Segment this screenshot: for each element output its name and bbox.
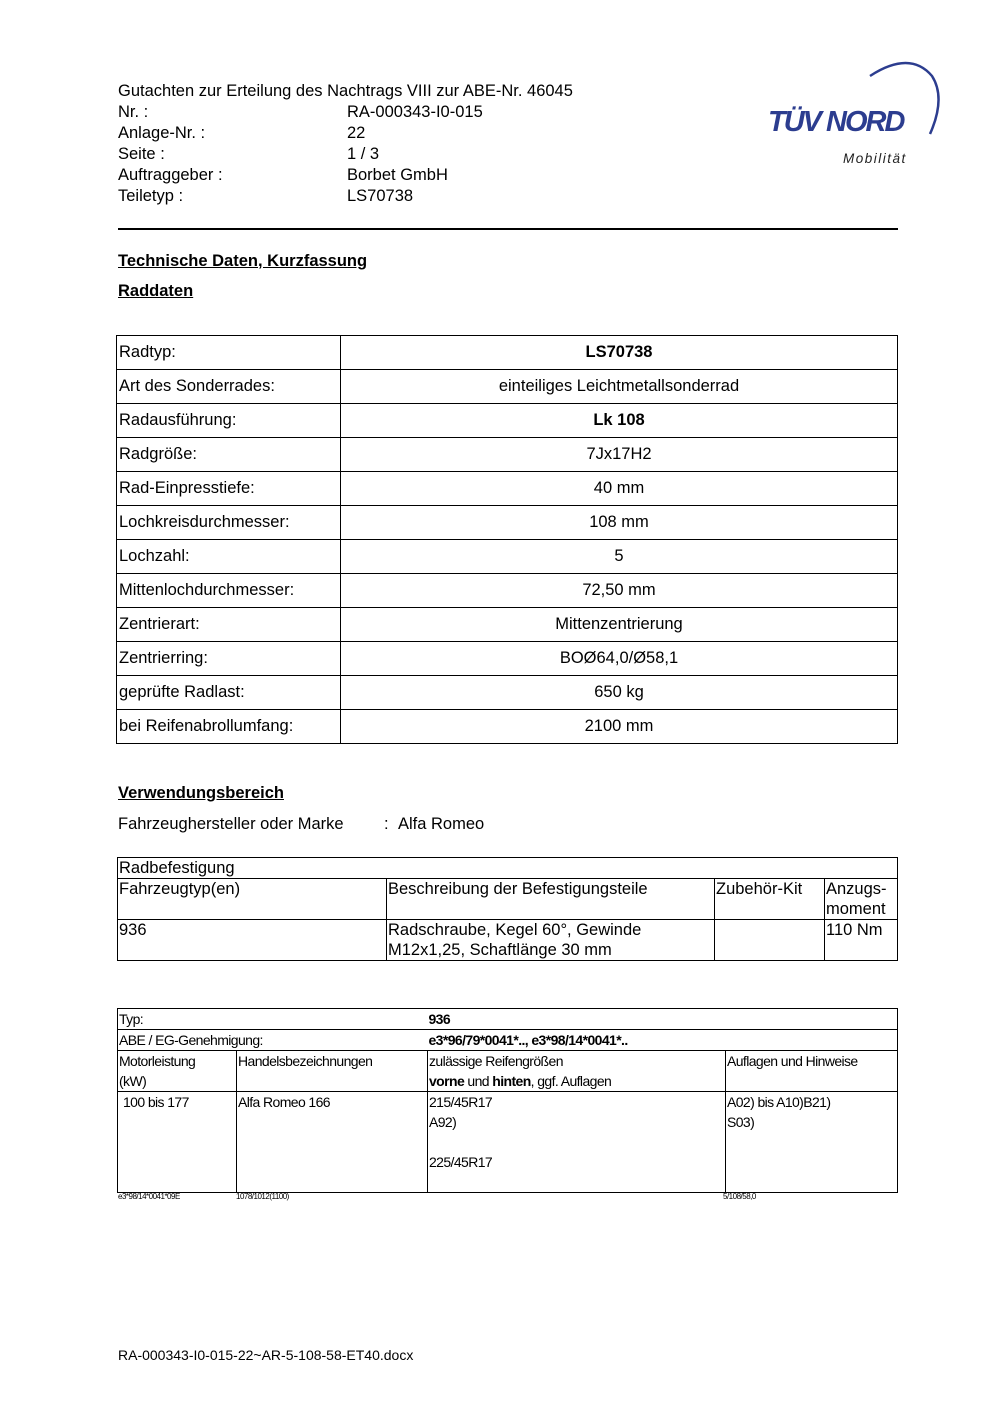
column-header [118,1051,237,1092]
radbefestigung-table [117,857,898,961]
header-label: Seite : [118,145,165,163]
logo-wordmark: TÜV NORD [768,106,904,138]
cell-line: 215/45R17 [429,1094,493,1110]
table-row [117,574,898,608]
column-header-line: (kW) [119,1073,147,1089]
table-row [117,404,898,438]
auflagen-suffix: , ggf. Auflagen [530,1073,612,1089]
column-header: Fahrzeugtyp(en) [118,879,387,920]
header-value: Borbet GmbH [347,166,448,184]
cell-line: Radschraube, Kegel 60°, Gewinde [388,921,642,939]
document-footer: RA-000343-I0-015-22~AR-5-108-58-ET40.docx [118,1347,414,1363]
table-title: Radbefestigung [118,858,898,879]
row-value: 7Jx17H2 [341,438,898,472]
column-header [825,879,898,920]
header-label: Nr. : [118,103,149,121]
row-value: 40 mm [341,472,898,506]
header-label: Teiletyp : [118,187,184,205]
header-row-teiletyp [118,186,573,207]
header-value: 22 [347,124,366,142]
hersteller-separator: : [384,815,389,833]
table-row [117,608,898,642]
table-header-row [118,1051,898,1092]
row-value: Lk 108 [341,404,898,438]
header-row-anlage [118,123,573,144]
row-label: geprüfte Radlast: [117,676,341,710]
raddaten-table [116,335,898,744]
cell-beschreibung [387,920,715,961]
logo-subtitle: Mobilität [843,151,907,166]
header-row-auftraggeber [118,165,573,186]
cell-line: A92) [429,1114,457,1130]
column-header: Beschreibung der Befestigungsteile [387,879,715,920]
column-header-line [429,1071,724,1091]
hersteller-value: Alfa Romeo [398,815,485,833]
vorne-label: vorne [429,1073,465,1089]
table-row [117,506,898,540]
header-label: Anlage-Nr. : [118,124,206,142]
table-header-row [118,879,898,920]
cell-auflagen [726,1092,898,1193]
tuv-nord-logo [760,56,945,171]
row-value: 108 mm [341,506,898,540]
table-row [117,540,898,574]
und-label: und [464,1073,493,1089]
column-header: Auflagen und Hinweise [726,1051,898,1092]
row-label: Mittenlochdurchmesser: [117,574,341,608]
typ-value: 936 [428,1009,898,1030]
cell-reifen [428,1092,726,1193]
header-value: LS70738 [347,187,414,205]
row-value: BOØ64,0/Ø58,1 [341,642,898,676]
table-row [118,1092,898,1193]
column-header: Zubehör-Kit [715,879,825,920]
row-value: LS70738 [341,336,898,370]
column-header [428,1051,726,1092]
header-row-nr [118,102,573,123]
table-row [118,920,898,961]
verwendung-title: Verwendungsbereich [118,784,284,802]
hersteller-label: Fahrzeughersteller oder Marke [118,815,344,833]
header-row-seite [118,144,573,165]
abe-label: ABE / EG-Genehmigung: [118,1030,428,1051]
row-value: 5 [341,540,898,574]
section-title: Technische Daten, Kurzfassung [118,252,368,270]
cell-handelsbezeichnung: Alfa Romeo 166 [237,1092,428,1193]
cell-moment: 110 Nm [825,920,898,961]
cell-typ: 936 [118,920,387,961]
table-row [117,472,898,506]
table-row [118,1030,898,1051]
row-value: Mittenzentrierung [341,608,898,642]
row-value: 72,50 mm [341,574,898,608]
hinten-label: hinten [492,1073,531,1089]
document-header [118,81,573,207]
table-row [117,370,898,404]
header-value: 1 / 3 [347,145,380,163]
header-label: Auftraggeber : [118,166,223,184]
row-label: Radausführung: [117,404,341,438]
small-note: 1078/1012(1100) [236,1192,289,1201]
header-value: RA-000343-I0-015 [347,103,483,121]
table-row [118,858,898,879]
table-row [117,710,898,744]
cell-line: 225/45R17 [429,1154,493,1170]
row-label: Radgröße: [117,438,341,472]
column-header-line: moment [826,900,886,918]
cell-line: A02) bis A10)B21) [727,1094,831,1110]
cell-line [429,1132,724,1152]
column-header-line: zulässige Reifengrößen [429,1053,563,1069]
typ-label: Typ: [118,1009,428,1030]
column-header-line: Motorleistung [119,1053,196,1069]
table-row [117,676,898,710]
table-row [117,336,898,370]
cell-line: M12x1,25, Schaftlänge 30 mm [388,941,612,959]
row-label: Zentrierring: [117,642,341,676]
cell-line: S03) [727,1114,755,1130]
row-label: Rad-Einpresstiefe: [117,472,341,506]
row-label: Art des Sonderrades: [117,370,341,404]
column-header: Handelsbezeichnungen [237,1051,428,1092]
table-row [117,438,898,472]
row-label: Zentrierart: [117,608,341,642]
cell-motorleistung: 100 bis 177 [118,1092,237,1193]
table-row [118,1009,898,1030]
row-label: bei Reifenabrollumfang: [117,710,341,744]
header-divider [118,228,898,230]
row-value: 2100 mm [341,710,898,744]
row-label: Radtyp: [117,336,341,370]
cell-kit [715,920,825,961]
abe-value: e3*96/79*0041*.., e3*98/14*0041*.. [428,1030,898,1051]
document-title: Gutachten zur Erteilung des Nachtrags VIII zur ABE-Nr. 46045 [118,82,573,100]
row-value: einteiliges Leichtmetallsonderrad [341,370,898,404]
small-note: e3*98/14*0041*09E [118,1192,180,1201]
row-value: 650 kg [341,676,898,710]
row-label: Lochkreisdurchmesser: [117,506,341,540]
typ-table [117,1008,898,1193]
row-label: Lochzahl: [117,540,341,574]
small-note: 5/108/58,0 [723,1192,756,1201]
table-row [117,642,898,676]
section-subtitle: Raddaten [118,282,194,300]
column-header-line: Anzugs- [826,880,887,898]
